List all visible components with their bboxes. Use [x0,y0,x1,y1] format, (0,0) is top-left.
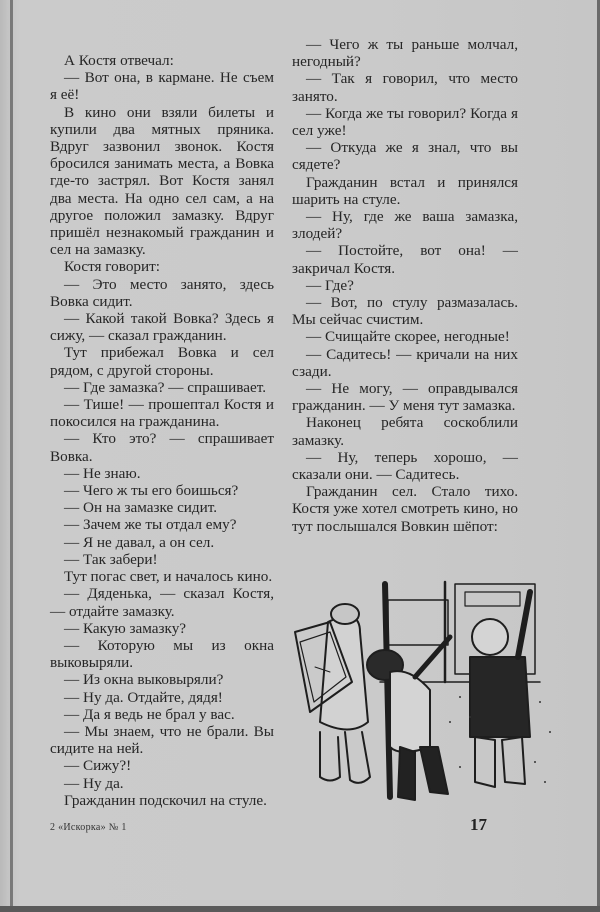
page-bottom-edge [0,906,600,912]
page-number: 17 [470,815,487,834]
paragraph: — Счищайте скорее, негодные! [306,328,510,346]
paragraph: — Ну, где же ваша замазка, злодей? [292,208,518,243]
paragraph: — Сижу?! [64,757,132,775]
paragraph: — Зачем же ты отдал ему? [64,516,237,534]
paragraph: — Откуда же я знал, что вы сядете? [292,139,518,174]
paragraph: — Ну да. [64,774,124,792]
footer-issue-label: 2 «Искорка» № 1 [50,822,127,833]
paragraph: — Какой такой Вовка? Здесь я сижу, — сказал гражданин. [50,310,274,345]
paragraph: — Это место занято, здесь Вовка сидит. [50,275,274,310]
paragraph: — Не знаю. [64,464,141,482]
paragraph: — Садитесь! — кричали на них сзади. [292,345,518,380]
paragraph: — Так я говорил, что место занято. [292,70,518,105]
paragraph: — Чего ж ты раньше молчал, негодный? [292,36,518,71]
paragraph: Костя говорит: [64,258,160,276]
paragraph: — Когда же ты говорил? Когда я сел уже! [292,104,518,140]
paragraph: — Ну да. Отдайте, дядя! [64,688,223,706]
paragraph: Тут прибежал Вовка и сел рядом, с другой стороны. [50,344,274,379]
paragraph: В кино они взяли билеты и купили два мятных пряника. Вдруг зазвонил звонок. Костя бросился занимать места, а Вовка где-то застрял. Вот Костя занял два места. На одно сел сам, а на другое положил замазку. Вдруг пришёл незнакомый гражданин и сел на замазку. [50,103,274,259]
paragraph: — Вот, по стулу размазалась. Мы сейчас счистим. [292,294,518,329]
paragraph: — Чего ж ты его боишься? [64,482,239,500]
paragraph: — Не могу, — оправдывался гражданин. — У меня тут замазка. [292,380,518,415]
paragraph: Гражданин подскочил на стуле. [64,791,267,809]
paragraph: Тут погас свет, и началось кино. [64,568,273,586]
paragraph: — Кто это? — спрашивает Вовка. [50,430,274,465]
paragraph: — Так забери! [64,550,158,568]
paragraph: Наконец ребята соскоблили замазку. [292,414,518,449]
paragraph: — Да я ведь не брал у вас. [64,705,235,723]
paragraph: — Он на замазке сидит. [64,499,218,517]
paragraph: Гражданин сел. Стало тихо. Костя уже хотел смотреть кино, но тут послышался Вовкин шёпот: [292,483,518,535]
paragraph: — Где замазка? — спрашивает. [64,378,267,396]
paragraph: — Я не давал, а он сел. [64,533,215,551]
page-binding-edge [10,0,13,912]
right-text-column [292,36,518,535]
paragraph: — Из окна выковыряли? [64,671,224,689]
paragraph: — Вот она, в кармане. Не съем я её! [50,69,274,104]
story-illustration [290,572,570,812]
paragraph: — Ну, теперь хорошо, — сказали они. — Садитесь. [292,448,518,484]
paragraph: Гражданин встал и принялся шарить на стуле. [292,173,518,208]
paragraph: — Постойте, вот она! — закричал Костя. [292,242,518,277]
paragraph: — Какую замазку? [64,619,187,637]
paragraph: — Где? [306,276,354,294]
left-text-column [50,52,274,809]
paragraph: — Дяденька, — сказал Костя, — отдайте замазку. [50,585,274,620]
paragraph: — Мы знаем, что не брали. Вы сидите на ней. [50,722,274,758]
paragraph: — Которую мы из окна выковыряли. [50,636,274,672]
paragraph: А Костя отвечал: [64,52,174,69]
paragraph: — Тише! — прошептал Костя и покосился на гражданина. [50,396,274,431]
